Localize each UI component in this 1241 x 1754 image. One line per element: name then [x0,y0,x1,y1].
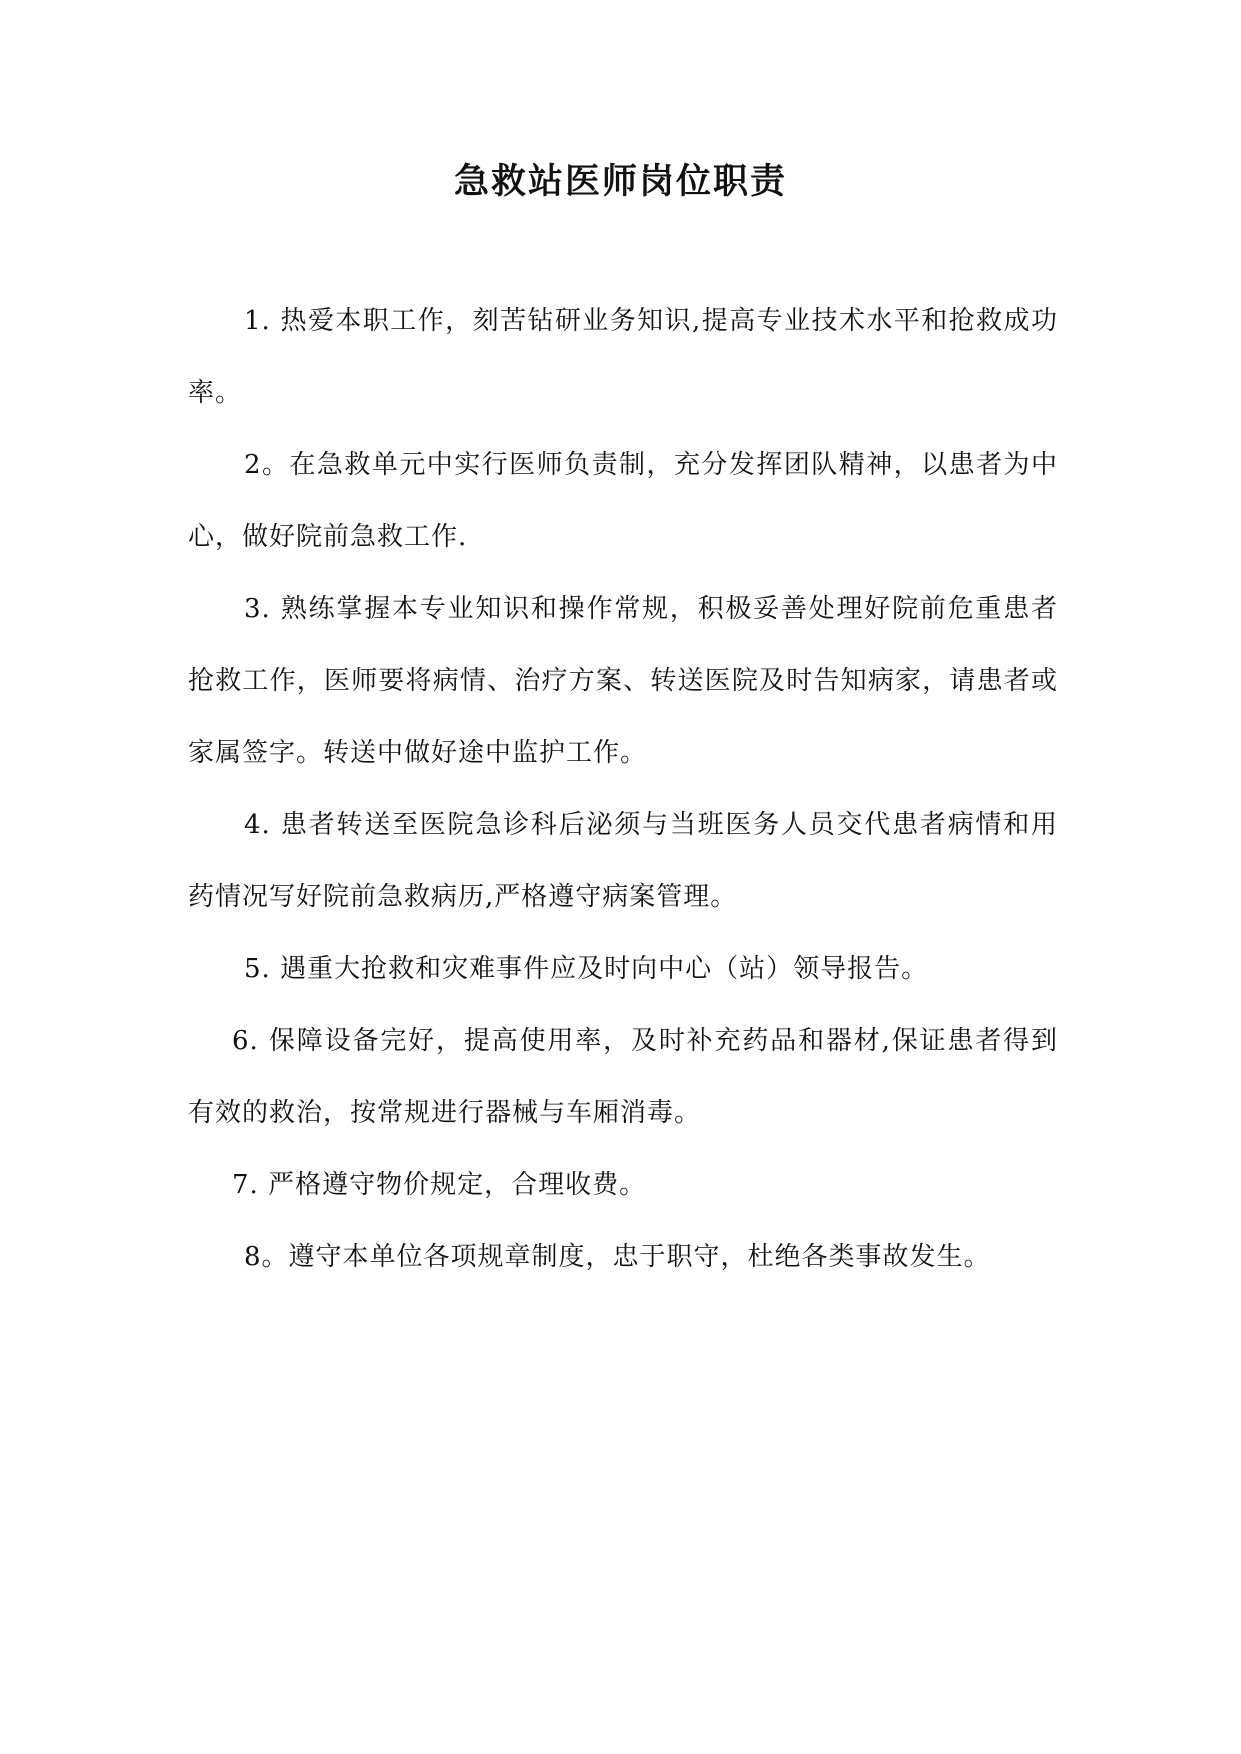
duty-list [188,285,1058,1293]
duty-item-5: 5. 遇重大抢救和灾难事件应及时向中心（站）领导报告。 [244,954,929,984]
duty-item-4: 4. 患者转送至医院急诊科后泌须与当班医务人员交代患者病情和用药情况写好院前急救病历,严格遵守病案管理。 [188,810,1058,912]
duty-item-7: 7. 严格遵守物价规定，合理收费。 [232,1170,647,1200]
duty-item-3: 3. 熟练掌握本专业知识和操作常规，积极妥善处理好院前危重患者抢救工作，医师要将病情、治疗方案、转送医院及时告知病家，请患者或家属签字。转送中做好途中监护工作。 [188,594,1058,768]
document-title: 急救站医师岗位职责 [453,161,787,202]
duty-item-1: 1. 热爱本职工作，刻苦钻研业务知识,提高专业技术水平和抢救成功率。 [188,306,1058,408]
duty-item-6: 6. 保障设备完好，提高使用率，及时补充药品和器材,保证患者得到有效的救治，按常规进行器械与车厢消毒。 [188,1026,1058,1128]
duty-item-8: 8。遵守本单位各项规章制度，忠于职守，杜绝各类事故发生。 [244,1242,991,1272]
duty-item-2: 2。在急救单元中实行医师负责制，充分发挥团队精神，以患者为中心，做好院前急救工作. [188,450,1058,552]
